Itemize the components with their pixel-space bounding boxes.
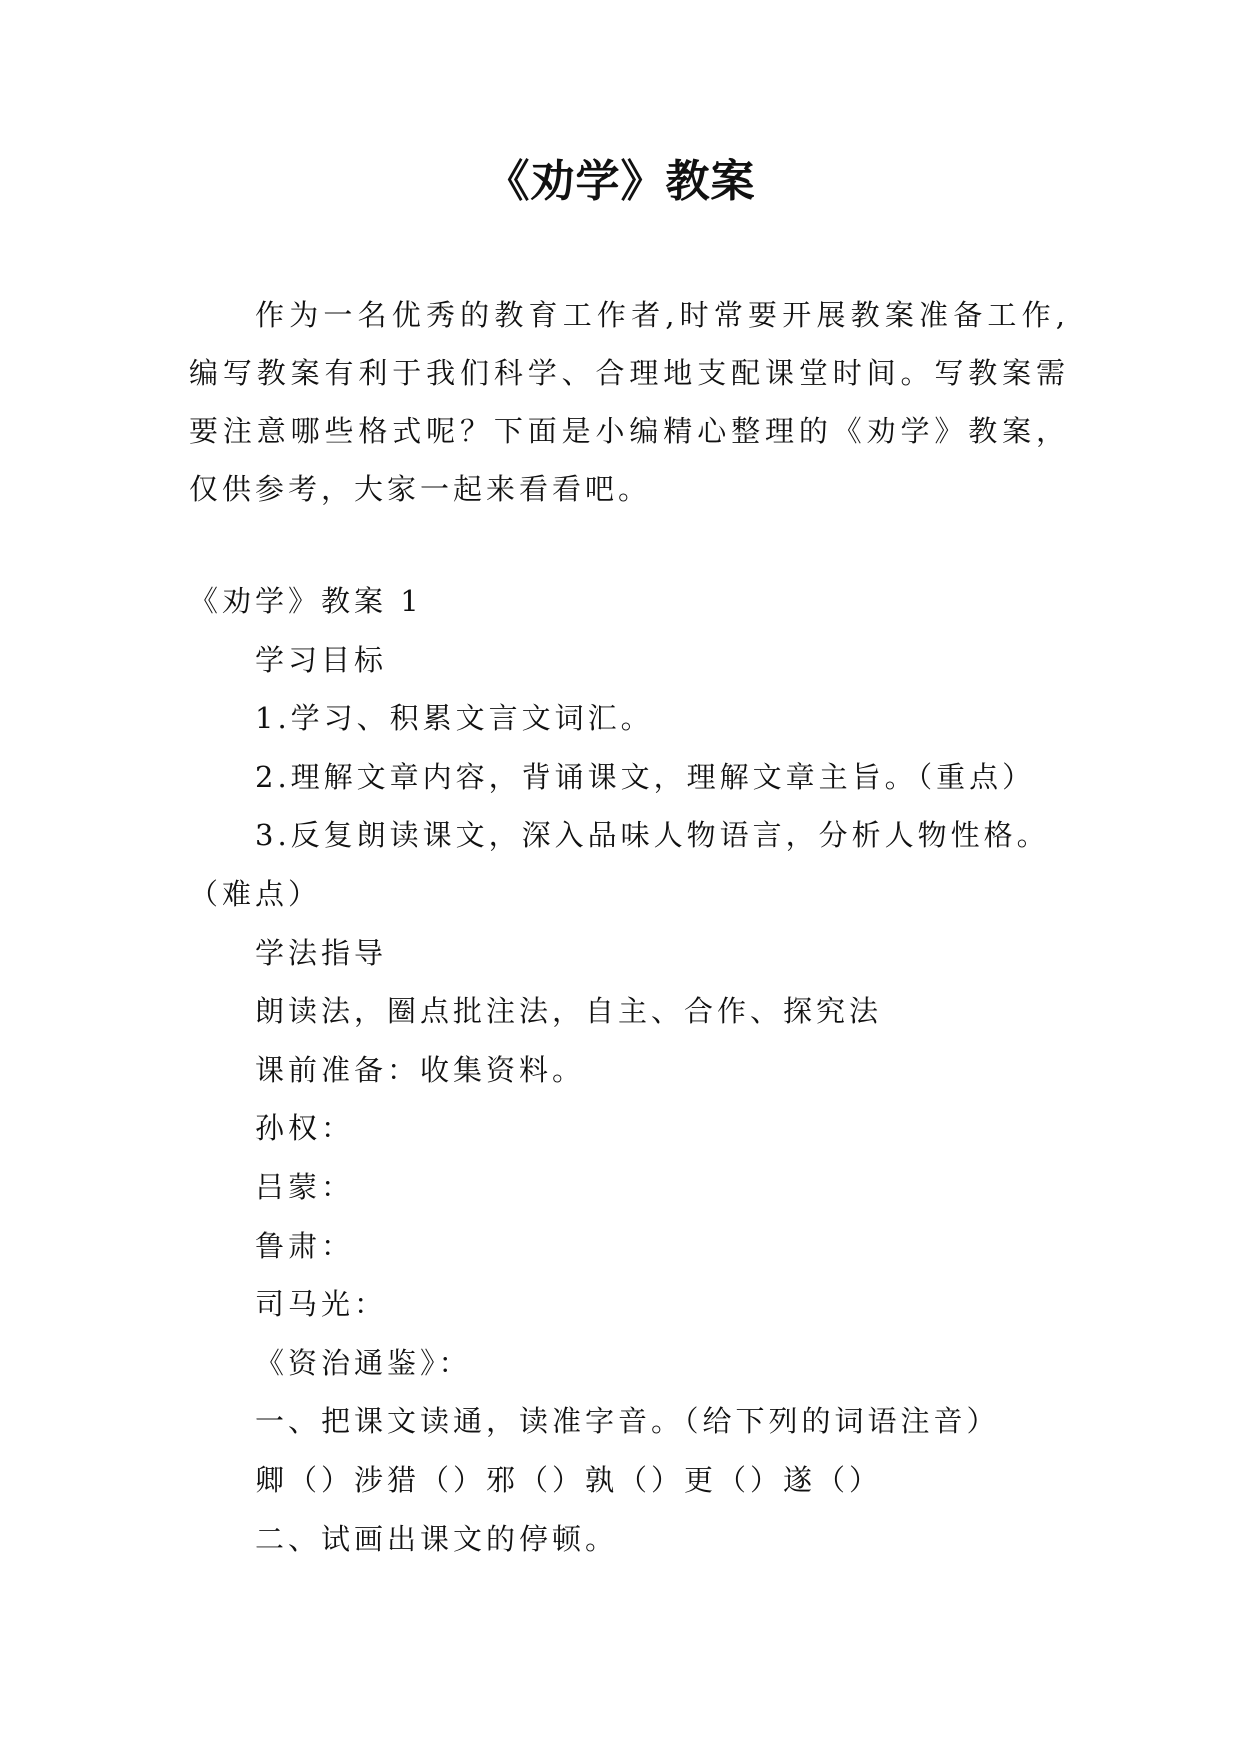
figure-lusu: 鲁肃：	[255, 1228, 355, 1263]
exercise-2-heading: 二、试画出课文的停顿。	[255, 1521, 619, 1556]
figure-sunquan: 孙权：	[255, 1111, 355, 1146]
lesson-plan-section	[189, 572, 1069, 1568]
method-heading: 学法指导	[255, 935, 388, 970]
book-zizhitongjian: 《资治通鉴》：	[255, 1345, 472, 1380]
goal-item-3: 3.反复朗读课文，深入品味人物语言，分析人物性格。（难点）	[189, 818, 1050, 911]
figure-simaguang: 司马光：	[255, 1287, 388, 1322]
goal-item-2: 2.理解文章内容，背诵课文，理解文章主旨。（重点）	[255, 759, 1036, 794]
preparation-text: 课前准备：收集资料。	[255, 1052, 586, 1087]
exercise-1-words: 卿（）涉猎（）邪（）孰（）更（）遂（）	[255, 1462, 883, 1497]
exercise-1-heading: 一、把课文读通，读准字音。（给下列的词语注音）	[255, 1404, 1000, 1439]
figure-lvmeng: 吕蒙：	[255, 1169, 355, 1204]
method-text: 朗读法，圈点批注法，自主、合作、探究法	[255, 994, 883, 1029]
page-title: 《劝学》教案	[485, 156, 756, 207]
intro-paragraph: 作为一名优秀的教育工作者,时常要开展教案准备工作,编写教案有利于我们科学、合理地支配课堂时间。写教案需要注意哪些格式呢？下面是小编精心整理的《劝学》教案，仅供参考，大家一起来看看吧。	[189, 298, 1069, 506]
section-heading: 《劝学》教案 1	[189, 584, 423, 618]
learning-goals-heading: 学习目标	[255, 642, 388, 677]
goal-item-1: 1.学习、积累文言文词汇。	[255, 701, 654, 736]
